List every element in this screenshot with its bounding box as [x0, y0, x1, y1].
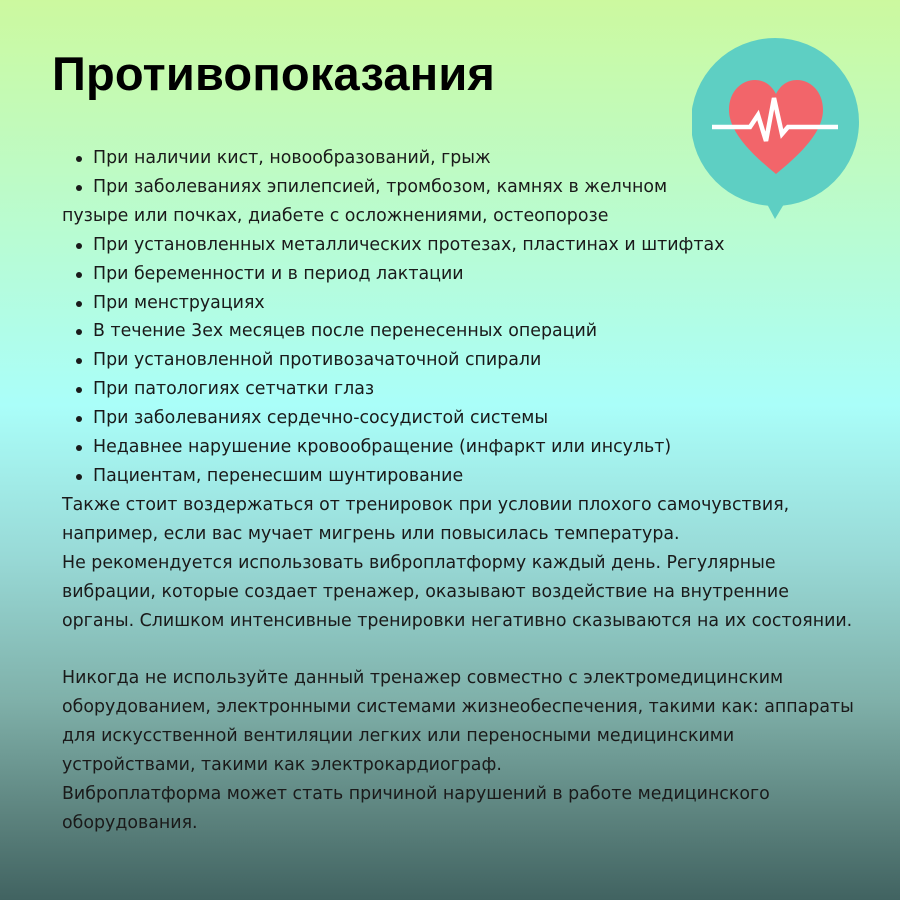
- paragraph-daily-use: [62, 549, 882, 636]
- list-item: [62, 375, 882, 404]
- paragraph-line: например, если вас мучает мигрень или повысилась температура.: [62, 523, 680, 544]
- paragraph-line: вибрации, которые создает тренажер, оказывают воздействие на внутренние: [62, 581, 789, 602]
- contraindications-content: [62, 144, 882, 838]
- list-item-text: При заболеваниях сердечно-сосудистой системы: [93, 408, 549, 429]
- list-item: [62, 231, 882, 260]
- list-item-text: При менструациях: [93, 292, 265, 313]
- list-item: [62, 404, 882, 433]
- contraindications-list: [62, 144, 882, 491]
- paragraph-spacer: [62, 635, 882, 664]
- list-item-text: При заболеваниях эпилепсией, тромбозом, камнях в желчном: [93, 176, 668, 197]
- paragraph-line: Не рекомендуется использовать виброплатформу каждый день. Регулярные: [62, 552, 776, 573]
- paragraph-line: для искусственной вентиляции легких или переносными медицинскими: [62, 726, 735, 747]
- paragraph-line: Также стоит воздержаться от тренировок при условии плохого самочувствия,: [62, 494, 790, 515]
- list-item-text: В течение 3ех месяцев после перенесенных операций: [93, 321, 598, 342]
- list-item: [62, 173, 882, 231]
- list-item-text: Пациентам, перенесшим шунтирование: [93, 465, 464, 486]
- paragraph-wellbeing: [62, 491, 882, 549]
- list-item: [62, 433, 882, 462]
- paragraph-line: оборудования.: [62, 812, 198, 833]
- list-item: [62, 260, 882, 289]
- list-item-text: При установленной противозачаточной спирали: [93, 350, 542, 371]
- list-item-text: Недавнее нарушение кровообращение (инфаркт или инсульт): [93, 437, 672, 458]
- list-item-text: При установленных металлических протезах, пластинах и штифтах: [93, 234, 725, 255]
- paragraph-line: оборудованием, электронными системами жизнеобеспечения, такими как: аппараты: [62, 697, 854, 718]
- paragraph-line: органы. Слишком интенсивные тренировки негативно сказываются на их состоянии.: [62, 610, 853, 631]
- list-item-text: При наличии кист, новообразований, грыж: [93, 148, 491, 168]
- list-item-text: При беременности и в период лактации: [93, 263, 464, 284]
- list-item-text: При патологиях сетчатки глаз: [93, 379, 375, 400]
- list-item: [62, 144, 882, 173]
- list-item: [62, 346, 882, 375]
- list-item: [62, 289, 882, 318]
- paragraph-line: Виброплатформа может стать причиной нарушений в работе медицинского: [62, 784, 770, 805]
- list-item: [62, 317, 882, 346]
- paragraph-interference: [62, 780, 882, 838]
- list-item-text-continued: пузыре или почках, диабете с осложнениями, остеопорозе: [62, 205, 609, 226]
- paragraph-medical-equipment: [62, 664, 882, 780]
- page-title: Противопоказания: [52, 47, 496, 100]
- paragraph-line: устройствами, такими как электрокардиограф.: [62, 755, 502, 776]
- list-item: [62, 462, 882, 491]
- paragraph-line: Никогда не используйте данный тренажер совместно с электромедицинским: [62, 668, 784, 689]
